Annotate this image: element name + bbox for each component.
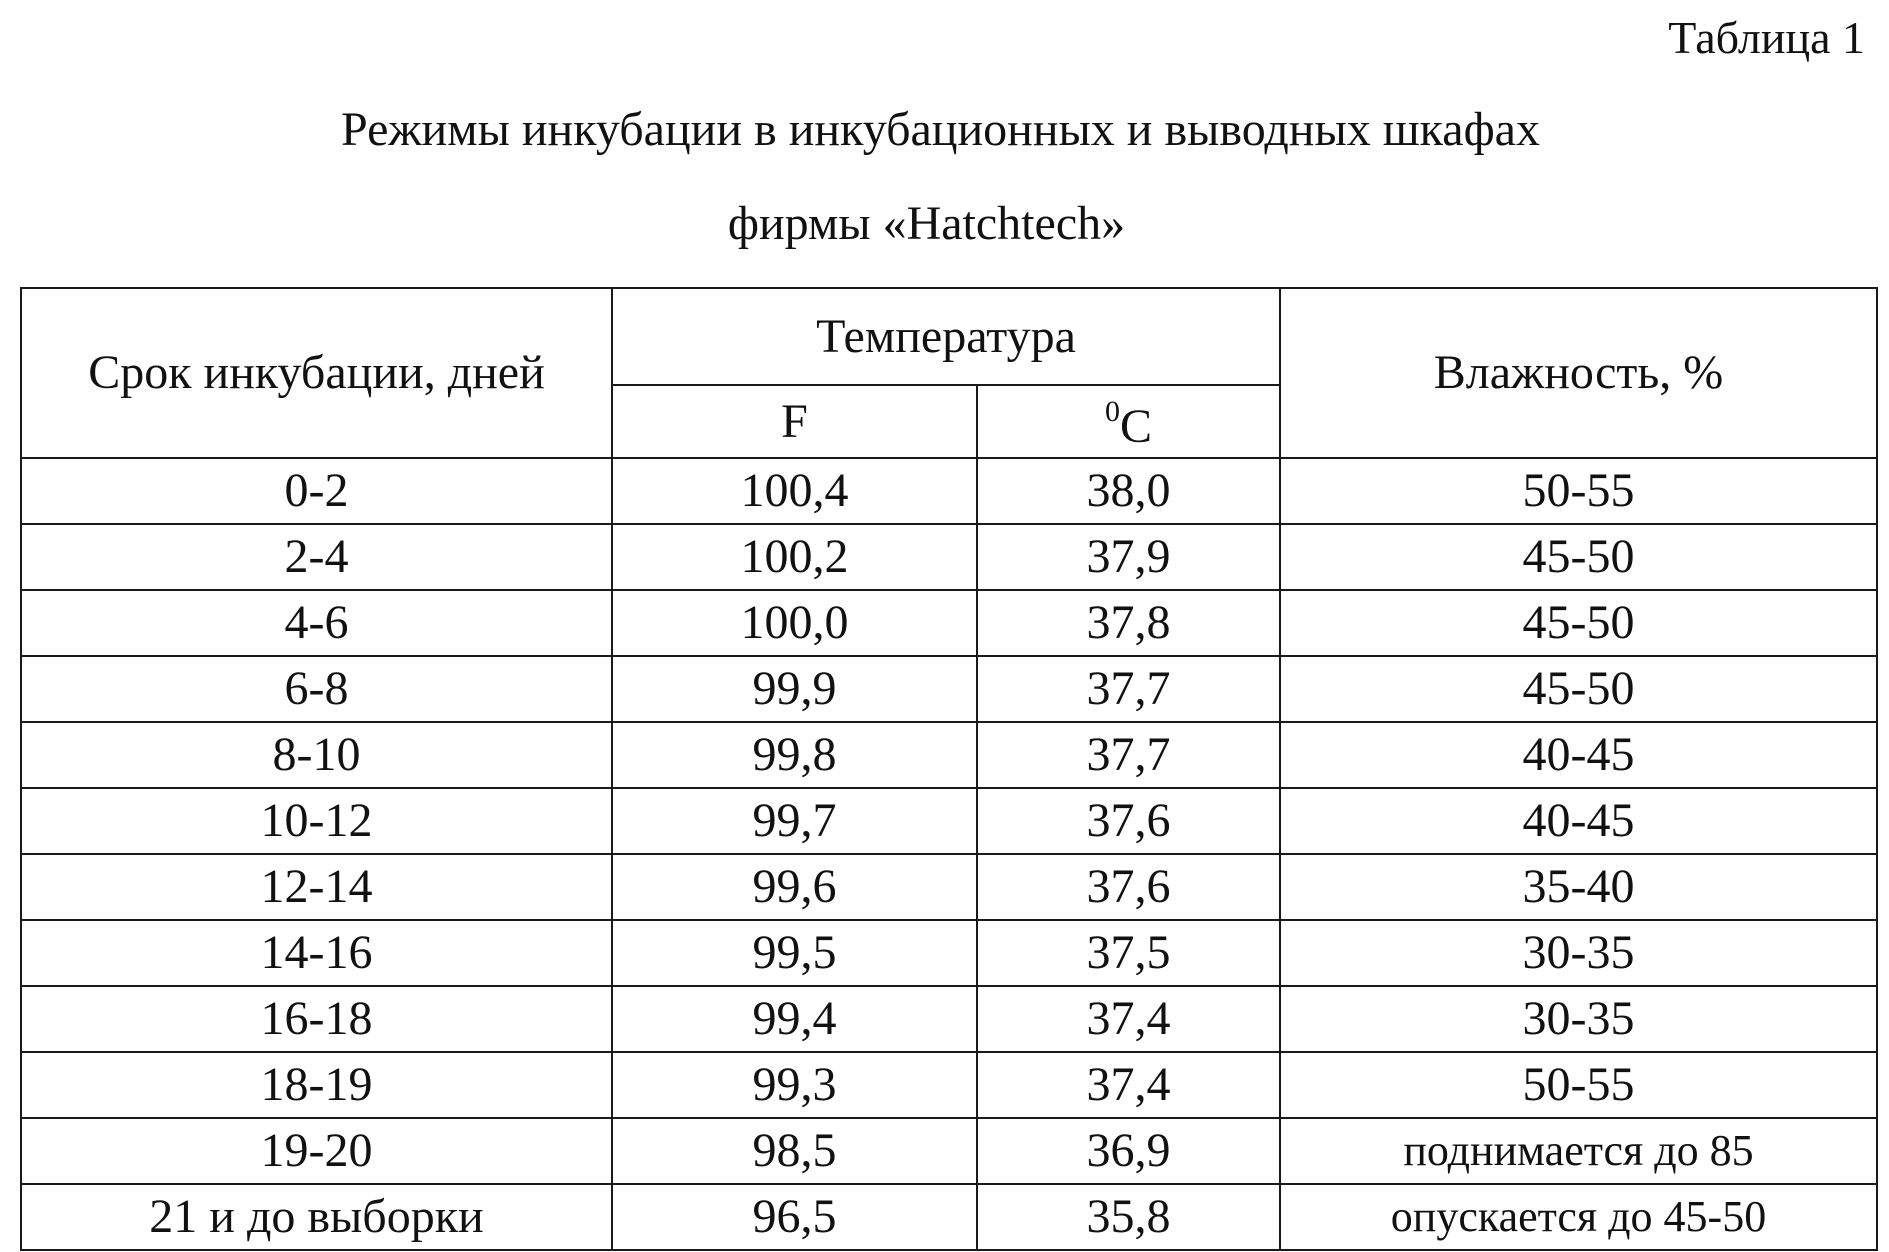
cell-period: 18-19 <box>21 1052 612 1118</box>
cell-celsius: 37,9 <box>977 524 1280 590</box>
cell-celsius: 36,9 <box>977 1118 1280 1184</box>
cell-period: 21 и до выборки <box>21 1184 612 1250</box>
table-row <box>21 854 1877 920</box>
table-row <box>21 524 1877 590</box>
cell-fahrenheit: 96,5 <box>612 1184 977 1250</box>
cell-fahrenheit: 98,5 <box>612 1118 977 1184</box>
cell-celsius: 37,8 <box>977 590 1280 656</box>
table-row <box>21 656 1877 722</box>
table-subtitle: фирмы «Hatchtech» <box>727 197 1126 250</box>
cell-period: 12-14 <box>21 854 612 920</box>
table-row <box>21 986 1877 1052</box>
cell-celsius: 37,7 <box>977 722 1280 788</box>
cell-humidity: 35-40 <box>1280 854 1877 920</box>
cell-humidity: 40-45 <box>1280 788 1877 854</box>
cell-humidity: 45-50 <box>1280 590 1877 656</box>
table-row <box>21 1052 1877 1118</box>
header-fahrenheit: F <box>612 385 977 458</box>
cell-celsius: 37,4 <box>977 986 1280 1052</box>
cell-period: 14-16 <box>21 920 612 986</box>
cell-fahrenheit: 100,4 <box>612 458 977 524</box>
cell-humidity: 45-50 <box>1280 656 1877 722</box>
cell-period: 10-12 <box>21 788 612 854</box>
header-temperature: Температура <box>612 288 1280 385</box>
cell-humidity: поднимается до 85 <box>1280 1118 1877 1184</box>
table-row <box>21 458 1877 524</box>
cell-period: 2-4 <box>21 524 612 590</box>
table-label: Таблица 1 <box>1668 12 1865 63</box>
table-row <box>21 920 1877 986</box>
cell-period: 19-20 <box>21 1118 612 1184</box>
cell-period: 16-18 <box>21 986 612 1052</box>
cell-fahrenheit: 99,4 <box>612 986 977 1052</box>
cell-fahrenheit: 100,0 <box>612 590 977 656</box>
celsius-label: C <box>1119 400 1152 453</box>
cell-celsius: 35,8 <box>977 1184 1280 1250</box>
cell-celsius: 38,0 <box>977 458 1280 524</box>
cell-humidity: 30-35 <box>1280 986 1877 1052</box>
header-period: Срок инкубации, дней <box>21 288 612 458</box>
cell-humidity: 30-35 <box>1280 920 1877 986</box>
cell-period: 6-8 <box>21 656 612 722</box>
cell-celsius: 37,6 <box>977 788 1280 854</box>
table-row <box>21 1118 1877 1184</box>
degree-superscript: 0 <box>1104 395 1120 428</box>
cell-celsius: 37,7 <box>977 656 1280 722</box>
header-celsius <box>977 385 1280 458</box>
table-title: Режимы инкубации в инкубационных и выводных шкафах <box>341 103 1540 156</box>
incubation-modes-table <box>20 287 1878 1251</box>
cell-humidity: 50-55 <box>1280 1052 1877 1118</box>
cell-period: 8-10 <box>21 722 612 788</box>
cell-humidity: 40-45 <box>1280 722 1877 788</box>
cell-humidity: 50-55 <box>1280 458 1877 524</box>
cell-celsius: 37,4 <box>977 1052 1280 1118</box>
cell-celsius: 37,5 <box>977 920 1280 986</box>
cell-period: 4-6 <box>21 590 612 656</box>
cell-celsius: 37,6 <box>977 854 1280 920</box>
table-row <box>21 722 1877 788</box>
cell-fahrenheit: 99,9 <box>612 656 977 722</box>
table-row <box>21 1184 1877 1250</box>
table-row <box>21 590 1877 656</box>
cell-fahrenheit: 99,3 <box>612 1052 977 1118</box>
cell-humidity: опускается до 45-50 <box>1280 1184 1877 1250</box>
cell-humidity: 45-50 <box>1280 524 1877 590</box>
cell-fahrenheit: 99,7 <box>612 788 977 854</box>
cell-fahrenheit: 99,6 <box>612 854 977 920</box>
cell-fahrenheit: 100,2 <box>612 524 977 590</box>
cell-fahrenheit: 99,8 <box>612 722 977 788</box>
cell-period: 0-2 <box>21 458 612 524</box>
table-row <box>21 788 1877 854</box>
cell-fahrenheit: 99,5 <box>612 920 977 986</box>
header-humidity: Влажность, % <box>1280 288 1877 458</box>
